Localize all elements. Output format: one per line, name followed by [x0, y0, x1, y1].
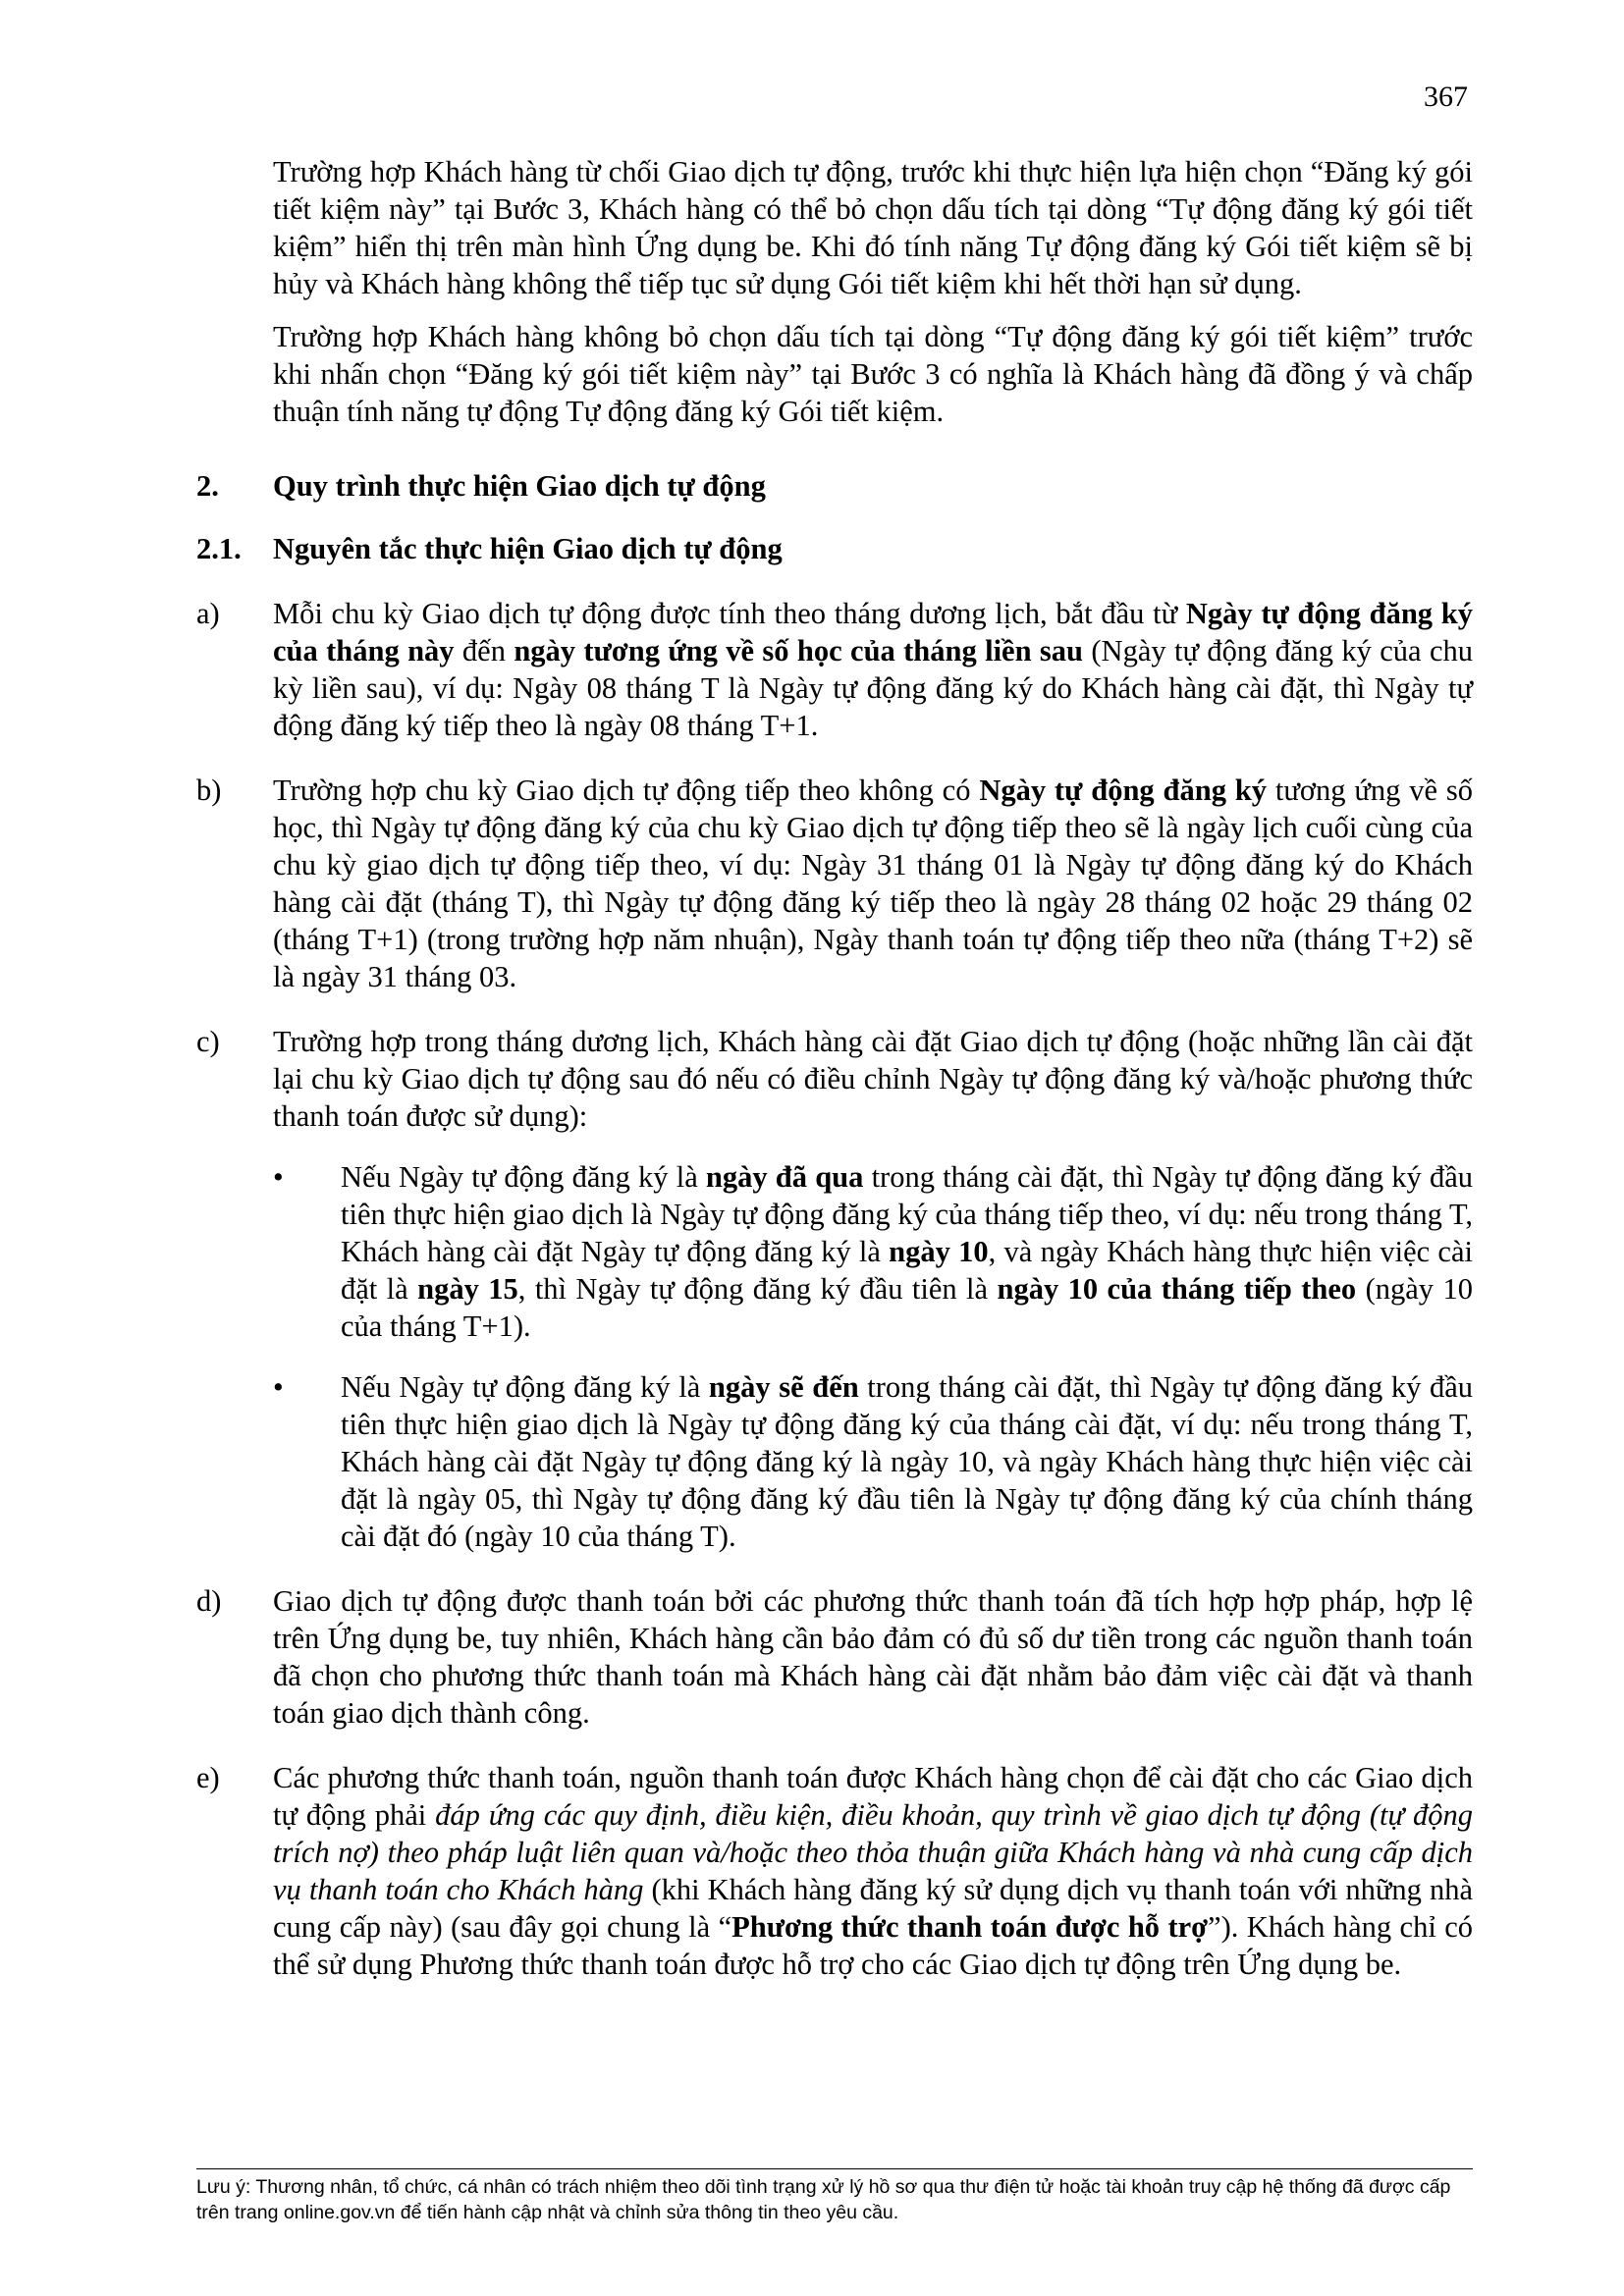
section-title: Quy trình thực hiện Giao dịch tự động [273, 469, 766, 503]
item-text: Giao dịch tự động được thanh toán bởi các phương thức thanh toán đã tích hợp hợp pháp, hợp lệ trên Ứng dụng be, tuy nhiên, Khách hàng cần bảo đảm có đủ số dư tiền trong các nguồn thanh toán đã chọn cho phương thức thanh toán mà Khách hàng cài đặt nhằm bảo đảm việc cài đặt và thanh toán giao dịch thành công. [273, 1584, 1473, 1730]
section-number: 2. [196, 469, 219, 503]
item-text: Các phương thức thanh toán, nguồn thanh toán được Khách hàng chọn để cài đặt cho các Giao dịch tự động phải [273, 1761, 1473, 1832]
bullet-text: Nếu Ngày tự động đăng ký là [341, 1370, 709, 1404]
item-text: ”). Khách hàng chỉ có thể sử dụng Phương thức thanh toán được hỗ trợ cho các Giao dịch tự động trên Ứng dụng be. [273, 1910, 1474, 1981]
bullet-bold-text: ngày 15 [417, 1272, 518, 1306]
document-body [196, 153, 1473, 1983]
item-label: b) [196, 774, 222, 807]
bullet-bold-text: ngày sẽ đến [708, 1370, 859, 1404]
item-bold-text: ngày tương ứng về số học của tháng liền sau [514, 634, 1084, 667]
section-heading [196, 467, 1473, 505]
list-item-d [196, 1582, 1473, 1732]
intro-paragraph: Trường hợp Khách hàng từ chối Giao dịch tự động, trước khi thực hiện lựa hiện chọn “Đăng ký gói tiết kiệm này” tại Bước 3, Khách hàng có thể bỏ chọn dấu tích tại dòng “Tự động đăng ký gói tiết kiệm” hiển thị trên màn hình Ứng dụng be. Khi đó tính năng Tự động đăng ký Gói tiết kiệm sẽ bị hủy và Khách hàng không thể tiếp tục sử dụng Gói tiết kiệm khi hết thời hạn sử dụng. [273, 155, 1473, 300]
item-text: Trường hợp trong tháng dương lịch, Khách hàng cài đặt Giao dịch tự động (hoặc những lần cài đặt lại chu kỳ Giao dịch tự động sau đó nếu có điều chỉnh Ngày tự động đăng ký và/hoặc phương thức thanh toán được sử dụng): [273, 1025, 1473, 1133]
bullet-icon: • [273, 1160, 284, 1194]
item-label: e) [196, 1761, 220, 1794]
page-number: 367 [1424, 80, 1468, 113]
bullet-text: trong tháng cài đặt, thì Ngày tự động đăng ký đầu tiên thực hiện giao dịch là Ngày tự động đăng ký của tháng cài đặt, ví dụ: nếu trong tháng T, Khách hàng cài đặt Ngày tự động đăng ký là ngày 10, và ngày Khách hàng thực hiện việc cài đặt là ngày 05, thì Ngày tự động đăng ký đầu tiên là Ngày tự động đăng ký của chính tháng cài đặt đó (ngày 10 của tháng T). [341, 1370, 1473, 1553]
item-text: Trường hợp chu kỳ Giao dịch tự động tiếp theo không có [273, 774, 980, 807]
list-item-a [196, 595, 1473, 744]
bullet-item [196, 1158, 1473, 1345]
bullet-text: , và ngày Khách hàng thực hiện việc cài đặt là [341, 1235, 1473, 1306]
item-label: d) [196, 1584, 222, 1618]
footer-note: Lưu ý: Thương nhân, tổ chức, cá nhân có trách nhiệm theo dõi tình trạng xử lý hồ sơ qua thư điện tử hoặc tài khoản truy cập hệ thống đã được cấp trên trang online.gov.vn để tiến hành cập nhật và chỉnh sửa thông tin theo yêu cầu. [196, 2176, 1451, 2223]
item-text: Mỗi chu kỳ Giao dịch tự động được tính theo tháng dương lịch, bắt đầu từ [273, 597, 1186, 630]
subsection-number: 2.1. [196, 532, 242, 565]
item-label: c) [196, 1025, 220, 1058]
item-label: a) [196, 597, 220, 630]
bullet-text: Nếu Ngày tự động đăng ký là [341, 1160, 706, 1194]
intro-paragraph: Trường hợp Khách hàng không bỏ chọn dấu tích tại dòng “Tự động đăng ký gói tiết kiệm” trước khi nhấn chọn “Đăng ký gói tiết kiệm này” tại Bước 3 có nghĩa là Khách hàng đã đồng ý và chấp thuận tính năng tự động Tự động đăng ký Gói tiết kiệm. [273, 320, 1473, 428]
item-bold-text: Ngày tự động đăng ký [979, 774, 1268, 807]
bullet-text: trong tháng cài đặt, thì Ngày tự động đăng ký đầu tiên thực hiện giao dịch là Ngày tự động đăng ký của tháng tiếp theo, ví dụ: nếu trong tháng T, Khách hàng cài đặt Ngày tự động đăng ký là [341, 1160, 1474, 1268]
item-text: (Ngày tự động đăng ký của chu kỳ liền sau), ví dụ: Ngày 08 tháng T là Ngày tự động đăng ký do Khách hàng cài đặt, thì Ngày tự động đăng ký tiếp theo là ngày 08 tháng T+1. [273, 634, 1474, 742]
list-item-c [196, 1023, 1473, 1555]
item-bold-text: Ngày tự động đăng ký của tháng này [273, 597, 1473, 667]
item-text: đến [454, 634, 514, 667]
list-item-e [196, 1759, 1473, 1983]
item-text: tương ứng về số học, thì Ngày tự động đăng ký của chu kỳ Giao dịch tự động tiếp theo sẽ là ngày lịch cuối cùng của chu kỳ giao dịch tự động tiếp theo, ví dụ: Ngày 31 tháng 01 là Ngày tự động đăng ký do Khách hàng cài đặt (tháng T), thì Ngày tự động đăng ký tiếp theo là ngày 28 tháng 02 hoặc 29 tháng 02 (tháng T+1) (trong trường hợp năm nhuận), Ngày thanh toán tự động tiếp theo nữa (tháng T+2) sẽ là ngày 31 tháng 03. [273, 774, 1473, 993]
list-item-b [196, 772, 1473, 995]
item-bold-text: Phương thức thanh toán được hỗ trợ [731, 1910, 1209, 1944]
bullet-bold-text: ngày đã qua [705, 1160, 864, 1194]
bullet-item [196, 1368, 1473, 1555]
bullet-bold-text: ngày 10 [889, 1235, 989, 1268]
item-italic-text: đáp ứng các quy định, điều kiện, điều khoản, quy trình về giao dịch tự động (tự động trích nợ) theo pháp luật liên quan và/hoặc theo thỏa thuận giữa Khách hàng và nhà cung cấp dịch vụ thanh toán cho Khách hàng [273, 1798, 1473, 1906]
footer-divider [196, 2168, 1473, 2169]
bullet-text: (ngày 10 của tháng T+1). [341, 1272, 1473, 1343]
bullet-text: , thì Ngày tự động đăng ký đầu tiên là [517, 1272, 998, 1306]
subsection-heading [196, 530, 1473, 567]
bullet-bold-text: ngày 10 của tháng tiếp theo [997, 1272, 1357, 1306]
bullet-icon: • [273, 1370, 284, 1404]
item-text: (khi Khách hàng đăng ký sử dụng dịch vụ thanh toán với những nhà cung cấp này) (sau đây gọi chung là “ [273, 1873, 1473, 1944]
subsection-title: Nguyên tắc thực hiện Giao dịch tự động [273, 532, 783, 565]
